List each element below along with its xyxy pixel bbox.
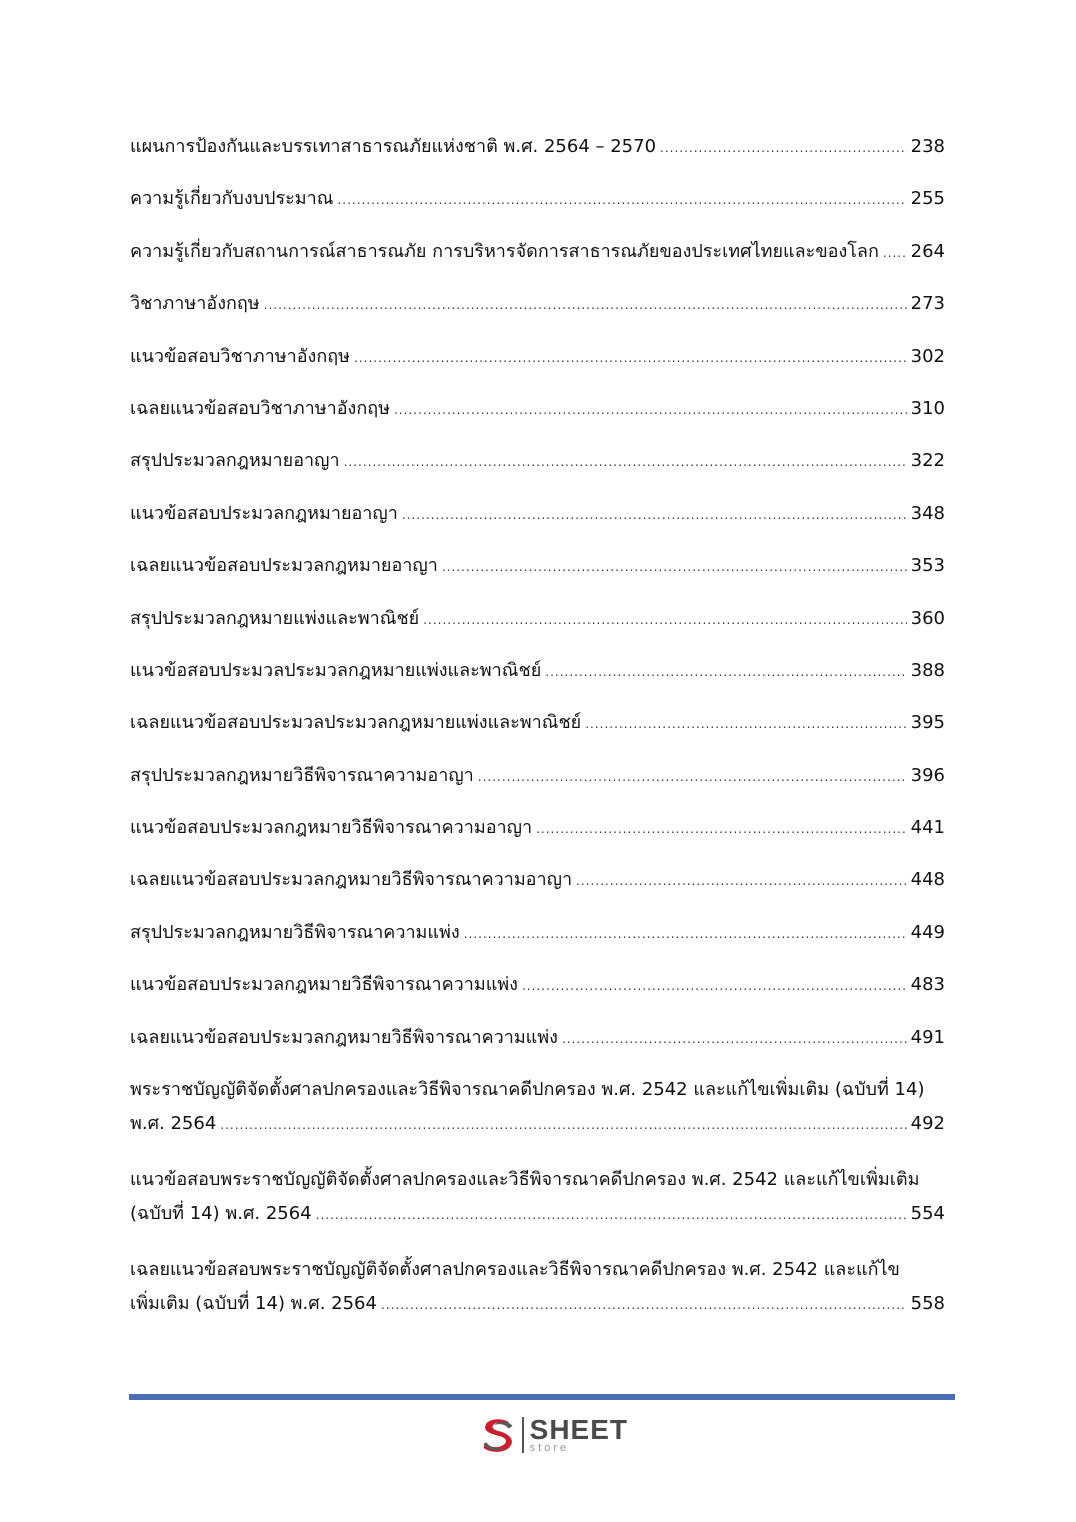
toc-entry[interactable]	[130, 1021, 945, 1073]
toc-entry-page: 353	[910, 555, 945, 577]
toc-entry-page: 310	[910, 397, 945, 419]
toc-entry-title: แผนการป้องกันและบรรเทาสาธารณภัยแห่งชาติ พ.ศ. 2564 – 2570	[130, 136, 657, 157]
dot-leader	[585, 711, 906, 737]
dot-leader	[394, 397, 907, 423]
dot-leader	[576, 868, 907, 894]
sheet-store-logo	[478, 1412, 628, 1458]
toc-entry-title-line1: แนวข้อสอบพระราชบัญญัติจัดตั้งศาลปกครองและวิธีพิจารณาคดีปกครอง พ.ศ. 2542 และแก้ไขเพิ่มเติม	[130, 1169, 920, 1191]
toc-entry-page: 396	[910, 764, 945, 786]
toc-entry-title: เฉลยแนวข้อสอบประมวลกฎหมายวิธีพิจารณาความแพ่ง	[130, 1026, 558, 1048]
dot-leader	[354, 345, 907, 371]
dot-leader	[344, 449, 907, 475]
toc-entry-page: 483	[910, 974, 945, 996]
toc-entry-page: 273	[910, 293, 945, 315]
toc-entry[interactable]	[130, 1073, 945, 1163]
toc-entry-title-line2: (ฉบับที่ 14) พ.ศ. 2564	[130, 1203, 312, 1225]
toc-entry-title: แนวข้อสอบประมวลกฎหมายอาญา	[130, 502, 398, 524]
toc-entry[interactable]	[130, 287, 945, 339]
toc-entry[interactable]	[130, 602, 945, 654]
toc-entry-page: 554	[910, 1203, 945, 1225]
toc-entry[interactable]	[130, 392, 945, 444]
toc-entry-title: แนวข้อสอบประมวลประมวลกฎหมายแพ่งและพาณิชย์	[130, 659, 542, 681]
dot-leader	[545, 659, 906, 685]
logo-word: SHEET	[529, 1414, 628, 1445]
toc-entry[interactable]	[130, 182, 945, 234]
toc-entry-title-line1: พระราชบัญญัติจัดตั้งศาลปกครองและวิธีพิจารณาคดีปกครอง พ.ศ. 2542 และแก้ไขเพิ่มเติม (ฉบับที่ 14)	[130, 1079, 925, 1101]
toc-entry[interactable]	[130, 863, 945, 915]
toc-entry-page: 558	[910, 1293, 945, 1315]
toc-entry-title-line1: เฉลยแนวข้อสอบพระราชบัญญัติจัดตั้งศาลปกครองและวิธีพิจารณาคดีปกครอง พ.ศ. 2542 และแก้ไข	[130, 1259, 900, 1281]
footer-rule	[129, 1394, 955, 1400]
toc-entry[interactable]	[130, 1163, 945, 1253]
dot-leader	[883, 240, 907, 266]
dot-leader	[402, 502, 907, 528]
toc-entry-page: 491	[910, 1026, 945, 1048]
toc-entry[interactable]	[130, 811, 945, 863]
toc-entry[interactable]	[130, 235, 945, 287]
dot-leader	[536, 816, 907, 842]
dot-leader	[660, 135, 907, 161]
toc-entry-title: เฉลยแนวข้อสอบประมวลกฎหมายอาญา	[130, 555, 438, 577]
toc-entry-page: 448	[910, 869, 945, 891]
toc-entry-page: 360	[910, 607, 945, 629]
logo-divider	[522, 1417, 524, 1453]
toc-entry-title-line2: พ.ศ. 2564	[130, 1113, 217, 1135]
toc-entry-title: ความรู้เกี่ยวกับงบประมาณ	[130, 188, 334, 210]
toc-entry-page: 238	[910, 136, 945, 157]
toc-entry[interactable]	[130, 916, 945, 968]
dot-leader	[381, 1292, 907, 1318]
toc-entry-page: 388	[910, 659, 945, 681]
dot-leader	[337, 187, 906, 213]
toc-entry-title-line2: เพิ่มเติม (ฉบับที่ 14) พ.ศ. 2564	[130, 1293, 377, 1315]
logo-text	[530, 1416, 628, 1454]
dot-leader	[423, 607, 906, 633]
toc-entry[interactable]	[130, 340, 945, 392]
toc-entry-page: 322	[910, 450, 945, 472]
toc-entry-page: 492	[910, 1113, 945, 1135]
table-of-contents	[130, 130, 945, 1343]
toc-entry-title: สรุปประมวลกฎหมายแพ่งและพาณิชย์	[130, 607, 420, 629]
toc-entry-title: ความรู้เกี่ยวกับสถานการณ์สาธารณภัย การบริหารจัดการสาธารณภัยของประเทศไทยและของโลก	[130, 240, 879, 262]
toc-entry-title: เฉลยแนวข้อสอบประมวลประมวลกฎหมายแพ่งและพาณิชย์	[130, 712, 582, 734]
toc-entry-title: แนวข้อสอบวิชาภาษาอังกฤษ	[130, 345, 350, 367]
toc-entry[interactable]	[130, 1253, 945, 1343]
toc-entry-page: 449	[910, 921, 945, 943]
toc-entry[interactable]	[130, 549, 945, 601]
toc-entry[interactable]	[130, 968, 945, 1020]
toc-entry-title: สรุปประมวลกฎหมายวิธีพิจารณาความอาญา	[130, 764, 474, 786]
toc-entry-title: เฉลยแนวข้อสอบประมวลกฎหมายวิธีพิจารณาความอาญา	[130, 869, 573, 891]
toc-entry[interactable]	[130, 706, 945, 758]
toc-entry-title: สรุปประมวลกฎหมายวิธีพิจารณาความแพ่ง	[130, 921, 460, 943]
toc-entry-title: แนวข้อสอบประมวลกฎหมายวิธีพิจารณาความแพ่ง	[130, 974, 518, 996]
toc-entry-title: สรุปประมวลกฎหมายอาญา	[130, 450, 340, 472]
toc-entry[interactable]	[130, 130, 945, 182]
toc-entry[interactable]	[130, 497, 945, 549]
dot-leader	[522, 973, 907, 999]
sheet-store-logo-icon	[478, 1413, 518, 1457]
toc-entry-page: 255	[910, 188, 945, 210]
dot-leader	[464, 921, 907, 947]
dot-leader	[442, 554, 907, 580]
toc-entry-page: 395	[910, 712, 945, 734]
dot-leader	[478, 764, 907, 790]
dot-leader	[220, 1112, 906, 1138]
toc-entry[interactable]	[130, 444, 945, 496]
toc-entry-title: วิชาภาษาอังกฤษ	[130, 293, 260, 315]
toc-entry-page: 348	[910, 502, 945, 524]
dot-leader	[316, 1202, 907, 1228]
toc-entry[interactable]	[130, 759, 945, 811]
toc-entry-title: เฉลยแนวข้อสอบวิชาภาษาอังกฤษ	[130, 397, 390, 419]
dot-leader	[562, 1026, 907, 1052]
toc-entry-page: 264	[910, 240, 945, 262]
toc-entry-title: แนวข้อสอบประมวลกฎหมายวิธีพิจารณาความอาญา	[130, 817, 533, 839]
toc-entry[interactable]	[130, 654, 945, 706]
toc-entry-page: 441	[910, 817, 945, 839]
toc-entry-page: 302	[910, 345, 945, 367]
dot-leader	[264, 292, 907, 318]
logo-subtext: store	[529, 1442, 570, 1454]
